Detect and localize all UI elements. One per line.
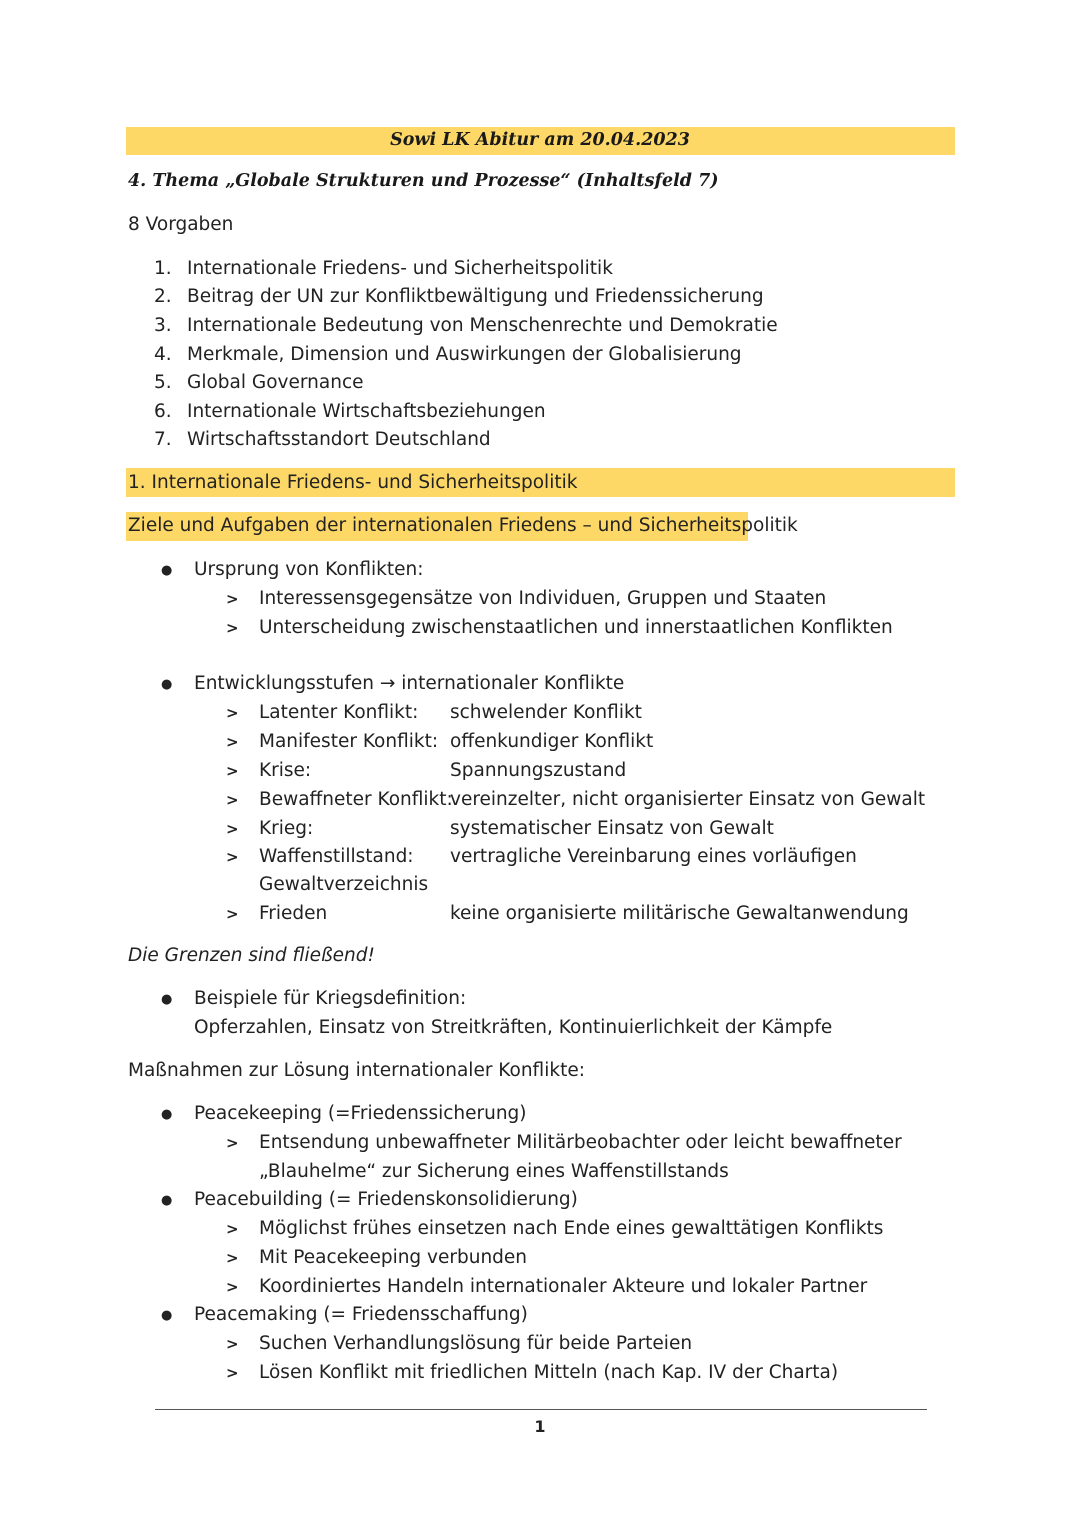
stufe-term-continuation: Gewaltverzeichnis bbox=[259, 874, 429, 895]
peacekeeping-item-continuation: „Blauhelme“ zur Sicherung eines Waffenstillstands bbox=[259, 1161, 729, 1182]
arrow-icon: > bbox=[226, 848, 239, 866]
stufe-definition: offenkundiger Konflikt bbox=[450, 731, 654, 752]
note-text: Die Grenzen sind fließend! bbox=[128, 945, 375, 966]
stufe-term: Manifester Konflikt: bbox=[259, 731, 439, 752]
kriegsdefinition-text: Opferzahlen, Einsatz von Streitkräften, Kontinuierlichkeit der Kämpfe bbox=[194, 1017, 833, 1038]
peacekeeping-item: Entsendung unbewaffneter Militärbeobachter oder leicht bewaffneter bbox=[259, 1132, 902, 1153]
arrow-icon: > bbox=[226, 704, 239, 722]
arrow-icon: > bbox=[226, 762, 239, 780]
arrow-icon: > bbox=[226, 1249, 239, 1267]
ursprung-label: Ursprung von Konflikten: bbox=[194, 559, 424, 580]
list-number: 1. bbox=[154, 258, 172, 279]
arrow-icon: > bbox=[226, 1335, 239, 1353]
bullet-icon: ● bbox=[161, 677, 173, 692]
arrow-icon: > bbox=[226, 619, 239, 637]
peacemaking-item: Suchen Verhandlungslösung für beide Parteien bbox=[259, 1333, 693, 1354]
list-number: 5. bbox=[154, 372, 172, 393]
arrow-icon: > bbox=[226, 820, 239, 838]
list-item: Internationale Friedens- und Sicherheitspolitik bbox=[187, 258, 613, 279]
stufe-term: Waffenstillstand: bbox=[259, 846, 414, 867]
stufe-definition: schwelender Konflikt bbox=[450, 702, 642, 723]
massnahmen-heading: Maßnahmen zur Lösung internationaler Konflikte: bbox=[128, 1060, 585, 1081]
topic-heading: 4. Thema „Globale Strukturen und Prozesse“ (Inhaltsfeld 7) bbox=[128, 171, 719, 191]
bullet-icon: ● bbox=[161, 992, 173, 1007]
peacebuilding-item: Mit Peacekeeping verbunden bbox=[259, 1247, 528, 1268]
list-number: 3. bbox=[154, 315, 172, 336]
list-item: Internationale Bedeutung von Menschenrechte und Demokratie bbox=[187, 315, 778, 336]
arrow-icon: > bbox=[226, 1278, 239, 1296]
ursprung-item: Interessensgegensätze von Individuen, Gruppen und Staaten bbox=[259, 588, 827, 609]
arrow-icon: > bbox=[226, 1134, 239, 1152]
peacebuilding-item: Koordiniertes Handeln internationaler Akteure und lokaler Partner bbox=[259, 1276, 868, 1297]
peacebuilding-label: Peacebuilding (= Friedenskonsolidierung) bbox=[194, 1189, 578, 1210]
arrow-icon: > bbox=[226, 1364, 239, 1382]
stufe-definition: systematischer Einsatz von Gewalt bbox=[450, 818, 774, 839]
list-number: 7. bbox=[154, 429, 172, 450]
arrow-icon: > bbox=[226, 905, 239, 923]
ursprung-item: Unterscheidung zwischenstaatlichen und innerstaatlichen Konflikten bbox=[259, 617, 893, 638]
list-number: 6. bbox=[154, 401, 172, 422]
arrow-icon: > bbox=[226, 1220, 239, 1238]
peacekeeping-label: Peacekeeping (=Friedenssicherung) bbox=[194, 1103, 527, 1124]
stufe-definition: vertragliche Vereinbarung eines vorläufigen bbox=[450, 846, 857, 867]
bullet-icon: ● bbox=[161, 1107, 173, 1122]
stufe-definition: vereinzelter, nicht organisierter Einsatz von Gewalt bbox=[450, 789, 926, 810]
arrow-icon: > bbox=[226, 733, 239, 751]
vorgaben-label: 8 Vorgaben bbox=[128, 214, 234, 235]
stufe-term: Bewaffneter Konflikt: bbox=[259, 789, 453, 810]
stufe-definition: Spannungszustand bbox=[450, 760, 627, 781]
footer-divider bbox=[155, 1409, 927, 1410]
list-number: 2. bbox=[154, 286, 172, 307]
peacemaking-label: Peacemaking (= Friedensschaffung) bbox=[194, 1304, 528, 1325]
kriegsdefinition-label: Beispiele für Kriegsdefinition: bbox=[194, 988, 467, 1009]
arrow-icon: > bbox=[226, 791, 239, 809]
bullet-icon: ● bbox=[161, 563, 173, 578]
stufe-term: Krise: bbox=[259, 760, 312, 781]
stufen-label: Entwicklungsstufen → internationaler Konflikte bbox=[194, 673, 625, 694]
section-heading: 1. Internationale Friedens- und Sicherheitspolitik bbox=[128, 472, 578, 493]
bullet-icon: ● bbox=[161, 1308, 173, 1323]
subheading: Ziele und Aufgaben der internationalen Friedens – und Sicherheitspolitik bbox=[128, 515, 798, 536]
stufe-definition: keine organisierte militärische Gewaltanwendung bbox=[450, 903, 909, 924]
list-item: Beitrag der UN zur Konfliktbewältigung und Friedenssicherung bbox=[187, 286, 764, 307]
arrow-icon: > bbox=[226, 590, 239, 608]
list-item: Wirtschaftsstandort Deutschland bbox=[187, 429, 491, 450]
list-item: Merkmale, Dimension und Auswirkungen der Globalisierung bbox=[187, 344, 742, 365]
stufe-term: Frieden bbox=[259, 903, 328, 924]
peacebuilding-item: Möglichst frühes einsetzen nach Ende eines gewalttätigen Konflikts bbox=[259, 1218, 884, 1239]
list-item: Global Governance bbox=[187, 372, 364, 393]
stufe-term: Krieg: bbox=[259, 818, 314, 839]
stufe-term: Latenter Konflikt: bbox=[259, 702, 419, 723]
page-title: Sowi LK Abitur am 20.04.2023 bbox=[390, 130, 690, 150]
list-number: 4. bbox=[154, 344, 172, 365]
page-number: 1 bbox=[534, 1417, 546, 1436]
bullet-icon: ● bbox=[161, 1193, 173, 1208]
list-item: Internationale Wirtschaftsbeziehungen bbox=[187, 401, 546, 422]
peacemaking-item: Lösen Konflikt mit friedlichen Mitteln (nach Kap. IV der Charta) bbox=[259, 1362, 839, 1383]
